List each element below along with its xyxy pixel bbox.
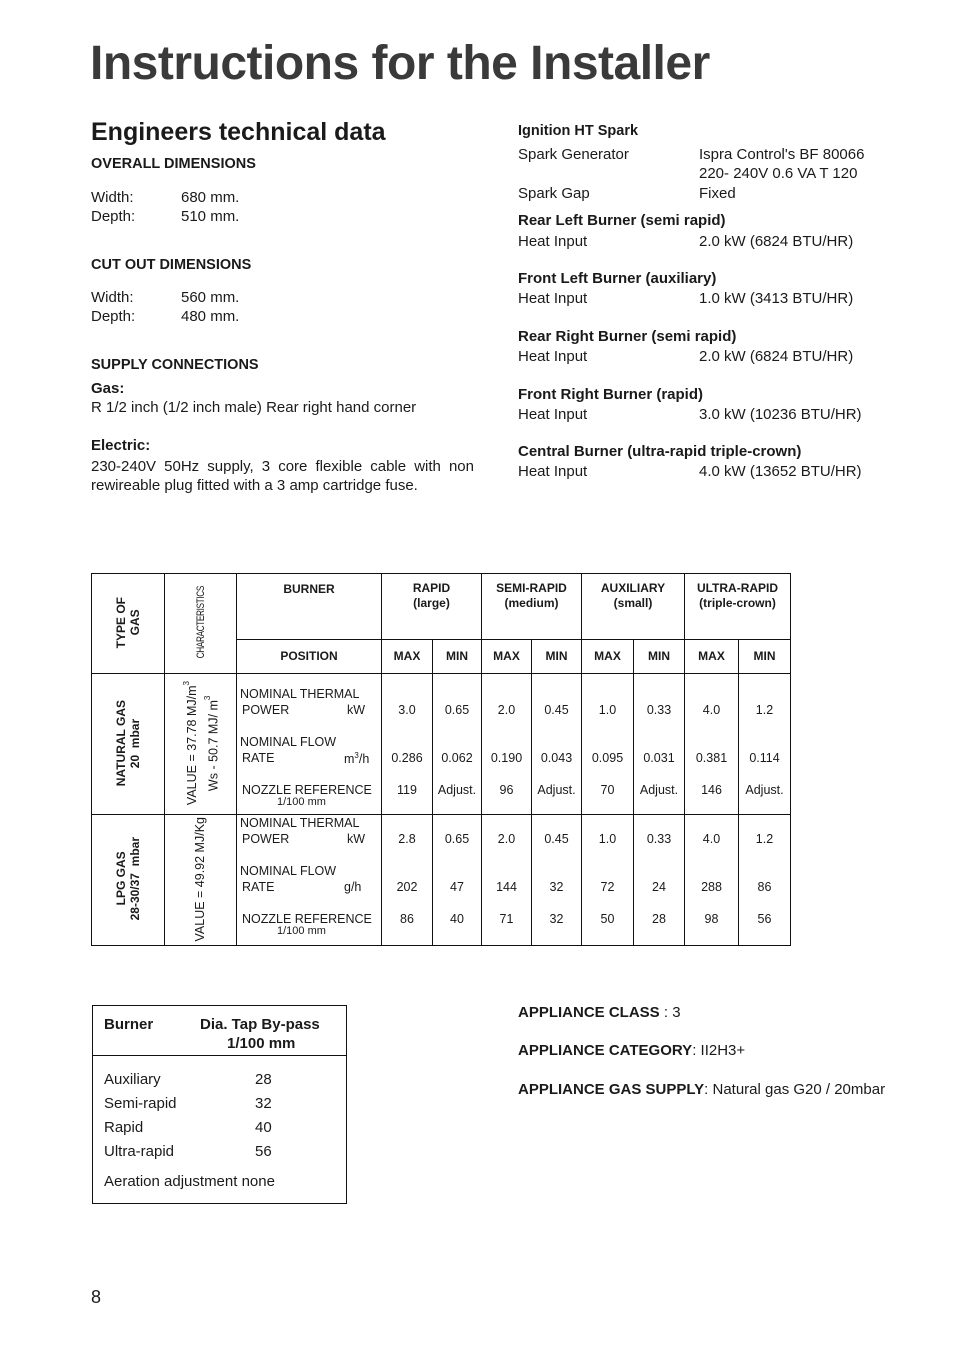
page-number: 8 — [91, 1287, 102, 1307]
heat-input-label: Heat Input — [518, 406, 588, 423]
cutout-depth-label: Depth: — [91, 308, 136, 325]
electric-text: 230-240V 50Hz supply, 3 core flexible cable with non rewireable plug fitted with a 3 amp cartridge fuse. — [91, 458, 474, 494]
semi-rapid-header: SEMI-RAPID (medium) — [482, 574, 582, 640]
gas-value-cell — [433, 674, 482, 815]
gas-value-thermal: 0.33 — [646, 832, 672, 847]
gas-value-nozzle: 28 — [652, 912, 666, 927]
lpg-gas-row-labels: NOMINAL THERMAL POWER kW NOMINAL FLOW RATE g/h NOZZLE REFERENCE 1/100 mm — [237, 815, 382, 946]
gas-label: Gas: — [91, 380, 125, 397]
gas-value-thermal: 0.45 — [544, 832, 569, 847]
heat-input-label: Heat Input — [518, 348, 588, 365]
gas-value-flow: 202 — [396, 880, 418, 895]
bypass-table — [92, 1005, 347, 1204]
gas-value-flow: 47 — [450, 880, 464, 895]
gas-value-cell — [739, 815, 791, 946]
burner-name: Rear Left Burner (semi rapid) — [518, 212, 726, 229]
gas-value-flow: 0.114 — [749, 751, 780, 766]
gas-value-cell — [532, 815, 582, 946]
page-title: Instructions for the Installer — [90, 37, 710, 90]
gas-value-flow: 72 — [600, 880, 615, 895]
gas-value-thermal: 4.0 — [702, 703, 721, 718]
max-header: MAX — [582, 640, 634, 674]
lpg-gas-characteristics: VALUE = 49.92 MJ/Kg — [165, 815, 237, 946]
gas-value-flow: 32 — [549, 880, 564, 895]
cutout-width-value: 560 mm. — [181, 289, 240, 306]
gas-value-thermal: 2.0 — [497, 703, 516, 718]
spark-generator-label: Spark Generator — [518, 146, 629, 163]
gas-value-cell — [482, 815, 532, 946]
gas-value-cell — [739, 674, 791, 815]
gas-value-flow: 0.381 — [695, 751, 728, 766]
gas-value-cell — [433, 815, 482, 946]
gas-value-nozzle: Adjust. — [745, 783, 784, 798]
burner-name: Central Burner (ultra-rapid triple-crown) — [518, 443, 802, 460]
type-of-gas-header: TYPE OF GAS — [92, 574, 165, 674]
heat-input-label: Heat Input — [518, 290, 588, 307]
gas-value-flow: 0.286 — [391, 751, 423, 766]
rapid-header: RAPID (large) — [382, 574, 482, 640]
bypass-row-value: 32 — [255, 1095, 272, 1112]
gas-value-nozzle: 98 — [704, 912, 719, 927]
max-header: MAX — [382, 640, 433, 674]
bypass-row-burner: Ultra-rapid — [104, 1143, 175, 1160]
gas-value-cell — [634, 674, 685, 815]
overall-depth-value: 510 mm. — [181, 208, 240, 225]
gas-value-flow: 0.095 — [591, 751, 624, 766]
bypass-unit-header: 1/100 mm — [227, 1035, 296, 1052]
heat-input-value: 4.0 kW (13652 BTU/HR) — [699, 463, 862, 480]
bypass-dia-header: Dia. Tap By-pass — [200, 1016, 320, 1033]
heat-input-label: Heat Input — [518, 463, 588, 480]
bypass-row-value: 28 — [255, 1071, 272, 1088]
gas-value-thermal: 0.33 — [646, 703, 672, 718]
heat-input-value: 3.0 kW (10236 BTU/HR) — [699, 406, 862, 423]
gas-value-cell — [582, 674, 634, 815]
appliance-gas-supply: APPLIANCE GAS SUPPLY: Natural gas G20 / 20mbar — [518, 1081, 886, 1098]
gas-value-nozzle: 70 — [600, 783, 615, 798]
heat-input-label: Heat Input — [518, 233, 588, 250]
natural-gas-row-labels: NOMINAL THERMAL POWER kW NOMINAL FLOW RATE $m^3/h$ NOZZLE REFERENCE 1/100 mm — [237, 674, 382, 815]
max-header: MAX — [482, 640, 532, 674]
gas-value-flow: 144 — [496, 880, 517, 895]
burner-header: BURNER — [237, 574, 382, 640]
burner-name: Front Left Burner (auxiliary) — [518, 270, 717, 287]
gas-value-thermal: 3.0 — [398, 703, 416, 718]
max-header: MAX — [685, 640, 739, 674]
characteristics-header: CHARACTERISTICS — [165, 574, 237, 674]
gas-value-flow: 0.190 — [490, 751, 523, 766]
min-header: MIN — [532, 640, 582, 674]
overall-depth-label: Depth: — [91, 208, 136, 225]
heat-input-value: 1.0 kW (3413 BTU/HR) — [699, 290, 854, 307]
electric-label: Electric: — [91, 437, 151, 454]
overall-width-label: Width: — [91, 189, 134, 206]
heat-input-value: 2.0 kW (6824 BTU/HR) — [699, 348, 854, 365]
bypass-divider — [93, 1055, 346, 1056]
gas-value-nozzle: 119 — [397, 783, 417, 798]
gas-value-thermal: 2.0 — [497, 832, 516, 847]
gas-value-cell — [685, 674, 739, 815]
heat-input-value: 2.0 kW (6824 BTU/HR) — [699, 233, 854, 250]
overall-width-value: 680 mm. — [181, 189, 240, 206]
gas-value-cell — [382, 815, 433, 946]
bypass-row-burner: Semi-rapid — [104, 1095, 177, 1112]
gas-value-thermal: 2.8 — [398, 832, 416, 847]
gas-value-thermal: 0.45 — [544, 703, 569, 718]
gas-value-nozzle: 71 — [499, 912, 514, 927]
bypass-row-burner: Rapid — [104, 1119, 144, 1136]
gas-value-thermal: 1.0 — [598, 703, 617, 718]
appliance-class: APPLIANCE CLASS : 3 — [518, 1004, 681, 1021]
gas-value-flow: 24 — [652, 880, 666, 895]
gas-value-thermal: 0.65 — [444, 703, 470, 718]
gas-value-cell — [532, 674, 582, 815]
cutout-width-label: Width: — [91, 289, 134, 306]
gas-value-nozzle: 50 — [600, 912, 615, 927]
aeration-adjustment: Aeration adjustment none — [104, 1173, 275, 1190]
gas-value-flow: 0.062 — [441, 751, 473, 766]
natural-gas-label: NATURAL GAS 20 mbar — [92, 674, 165, 815]
gas-value-nozzle: 56 — [757, 912, 772, 927]
gas-data-table — [91, 573, 791, 946]
bypass-row-value: 40 — [255, 1119, 272, 1136]
position-header: POSITION — [237, 640, 382, 674]
gas-value-thermal: 1.0 — [598, 832, 617, 847]
gas-value-nozzle: 32 — [549, 912, 564, 927]
section-title: Engineers technical data — [91, 118, 386, 146]
gas-value-cell — [634, 815, 685, 946]
bypass-row-value: 56 — [255, 1143, 272, 1160]
gas-value-cell — [382, 674, 433, 815]
gas-value-flow: 0.043 — [540, 751, 573, 766]
gas-value-thermal: 4.0 — [702, 832, 721, 847]
spark-generator-value-2: 220- 240V 0.6 VA T 120 — [699, 165, 858, 182]
ignition-heading: Ignition HT Spark — [518, 123, 639, 139]
spark-generator-value-1: Ispra Control's BF 80066 — [699, 146, 865, 163]
min-header: MIN — [739, 640, 791, 674]
gas-value-thermal: 1.2 — [755, 703, 774, 718]
gas-value-thermal: 0.65 — [444, 832, 470, 847]
burner-name: Front Right Burner (rapid) — [518, 386, 703, 403]
supply-connections-heading: SUPPLY CONNECTIONS — [91, 357, 259, 373]
gas-value-flow: 288 — [701, 880, 722, 895]
bypass-burner-header: Burner — [104, 1016, 154, 1033]
gas-value-thermal: 1.2 — [755, 832, 774, 847]
cutout-depth-value: 480 mm. — [181, 308, 240, 325]
gas-text: R 1/2 inch (1/2 inch male) Rear right hand corner — [91, 399, 417, 416]
gas-value-nozzle: Adjust. — [437, 783, 477, 798]
spark-gap-label: Spark Gap — [518, 185, 590, 202]
overall-dimensions-heading: OVERALL DIMENSIONS — [91, 156, 256, 172]
gas-value-nozzle: 86 — [400, 912, 414, 927]
gas-value-nozzle: 96 — [499, 783, 514, 798]
gas-value-flow: 0.031 — [643, 751, 675, 766]
auxiliary-header: AUXILIARY (small) — [582, 574, 685, 640]
gas-value-cell — [685, 815, 739, 946]
lpg-gas-label: LPG GAS 28-30/37 mbar — [92, 815, 165, 946]
gas-value-nozzle: Adjust. — [639, 783, 679, 798]
min-header: MIN — [634, 640, 685, 674]
appliance-category: APPLIANCE CATEGORY: II2H3+ — [518, 1042, 746, 1059]
gas-value-nozzle: 40 — [450, 912, 464, 927]
spark-gap-value: Fixed — [699, 185, 736, 202]
ultra-rapid-header: ULTRA-RAPID (triple-crown) — [685, 574, 791, 640]
gas-value-nozzle: Adjust. — [537, 783, 576, 798]
natural-gas-characteristics: VALUE = 37.78 $MJ/m^3$ Ws - 50.7 MJ/ $m^3$ — [165, 674, 237, 815]
burner-name: Rear Right Burner (semi rapid) — [518, 328, 737, 345]
bypass-row-burner: Auxiliary — [104, 1071, 161, 1088]
min-header: MIN — [433, 640, 482, 674]
gas-value-cell — [582, 815, 634, 946]
cutout-dimensions-heading: CUT OUT DIMENSIONS — [91, 257, 252, 273]
gas-value-flow: 86 — [757, 880, 772, 895]
gas-value-nozzle: 146 — [701, 783, 722, 798]
gas-value-cell — [482, 674, 532, 815]
